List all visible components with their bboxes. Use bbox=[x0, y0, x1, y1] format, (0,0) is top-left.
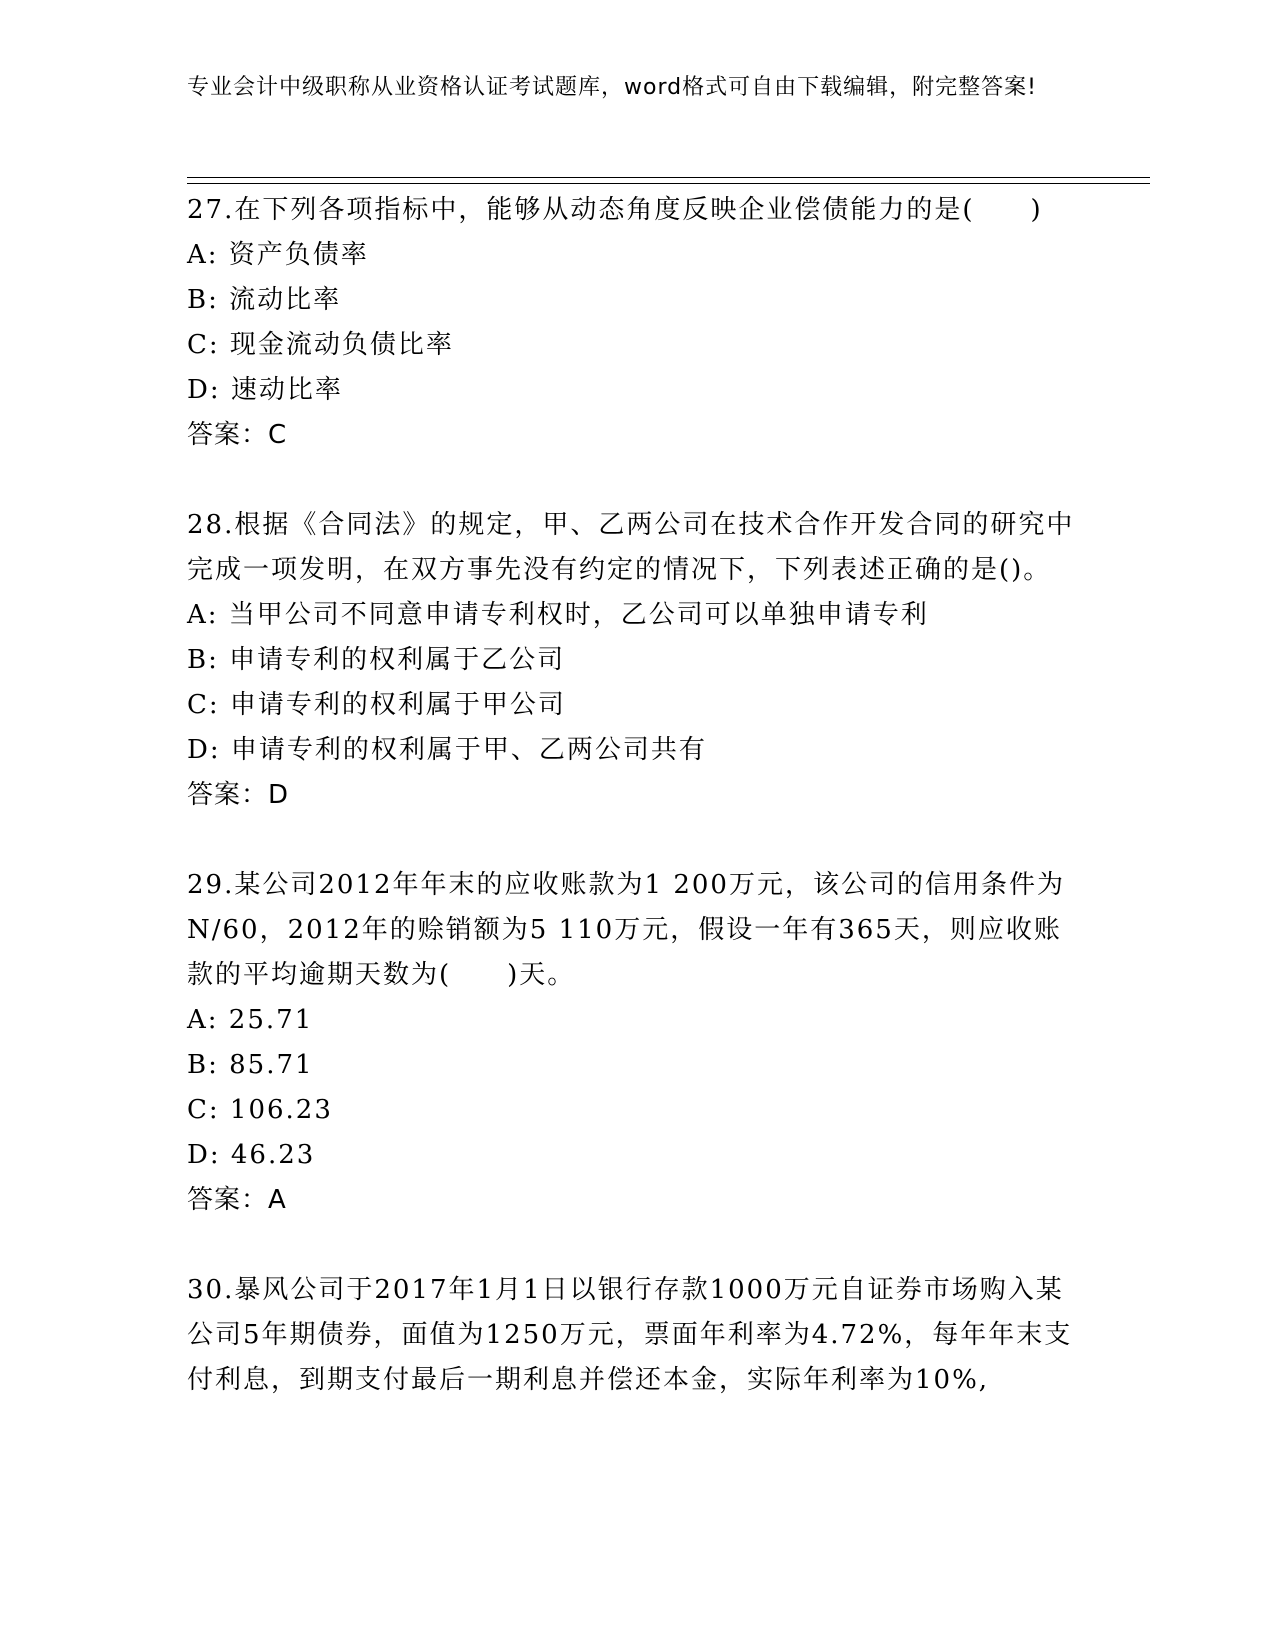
page-header: 专业会计中级职称从业资格认证考试题库，word格式可自由下载编辑，附完整答案! bbox=[187, 75, 1037, 100]
option-d: D: 46.23 bbox=[187, 1140, 316, 1170]
option-d: D: 申请专利的权利属于甲、乙两公司共有 bbox=[187, 735, 707, 765]
spacer bbox=[187, 458, 1087, 503]
question-29 bbox=[187, 863, 1087, 1223]
option-c: C: 现金流动负债比率 bbox=[187, 330, 454, 360]
answer: 答案：C bbox=[187, 420, 288, 450]
option-a: A: 当甲公司不同意申请专利权时，乙公司可以单独申请专利 bbox=[187, 600, 929, 630]
question-28 bbox=[187, 503, 1087, 818]
option-c: C: 申请专利的权利属于甲公司 bbox=[187, 690, 566, 720]
question-stem: 29.某公司2012年年末的应收账款为1 200万元，该公司的信用条件为N/60，2012年的赊销额为5 110万元，假设一年有365天，则应收账款的平均逾期天数为( )天。 bbox=[187, 870, 1065, 990]
spacer bbox=[187, 818, 1087, 863]
header-rule-bottom bbox=[187, 183, 1150, 184]
question-list bbox=[187, 188, 1087, 1403]
option-d: D: 速动比率 bbox=[187, 375, 343, 405]
answer: 答案：D bbox=[187, 780, 290, 810]
spacer bbox=[187, 1223, 1087, 1268]
option-b: B: 申请专利的权利属于乙公司 bbox=[187, 645, 566, 675]
header-rule-top bbox=[187, 177, 1150, 178]
question-stem: 27.在下列各项指标中，能够从动态角度反映企业偿债能力的是( ) bbox=[187, 195, 1043, 225]
question-27 bbox=[187, 188, 1087, 458]
option-a: A: 25.71 bbox=[187, 1005, 314, 1035]
question-30 bbox=[187, 1268, 1087, 1403]
option-b: B: 85.71 bbox=[187, 1050, 314, 1080]
question-stem: 28.根据《合同法》的规定，甲、乙两公司在技术合作开发合同的研究中完成一项发明，在双方事先没有约定的情况下，下列表述正确的是()。 bbox=[187, 510, 1075, 585]
question-stem: 30.暴风公司于2017年1月1日以银行存款1000万元自证券市场购入某公司5年期债券，面值为1250万元，票面年利率为4.72%，每年年末支付利息，到期支付最后一期利息并偿还本金，实际年利率为10%, bbox=[187, 1275, 1073, 1395]
answer: 答案：A bbox=[187, 1185, 287, 1215]
option-a: A: 资产负债率 bbox=[187, 240, 369, 270]
option-c: C: 106.23 bbox=[187, 1095, 333, 1125]
option-b: B: 流动比率 bbox=[187, 285, 342, 315]
